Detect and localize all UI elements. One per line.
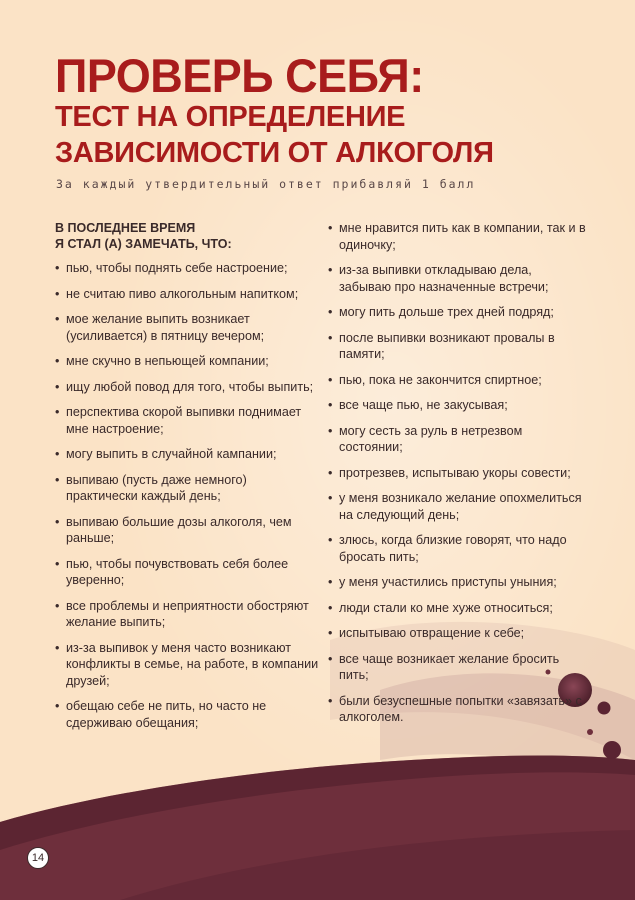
questions-column-right: [328, 220, 586, 735]
question-item: • после выпивки возникают провалы в памяти;: [328, 330, 586, 363]
question-item: • могу сесть за руль в нетрезвом состоянии;: [328, 423, 586, 456]
question-item: • из-за выпивки откладываю дела, забываю про назначенные встречи;: [328, 262, 586, 295]
question-list-right: [328, 220, 586, 726]
question-item: • протрезвев, испытываю укоры совести;: [328, 465, 586, 482]
question-item: • пью, пока не закончится спиртное;: [328, 372, 586, 389]
intro-line2: Я СТАЛ (А) ЗАМЕЧАТЬ, ЧТО:: [55, 237, 232, 251]
question-item: • не считаю пиво алкогольным напитком;: [55, 286, 320, 303]
question-item: • испытываю отвращение к себе;: [328, 625, 586, 642]
question-item: • обещаю себе не пить, но часто не сдерживаю обещания;: [55, 698, 320, 731]
question-item: • мне нравится пить как в компании, так и в одиночку;: [328, 220, 586, 253]
page-number: 14: [27, 847, 49, 869]
question-item: • выпиваю (пусть даже немного) практически каждый день;: [55, 472, 320, 505]
stain-drop: [587, 729, 593, 735]
question-item: • ищу любой повод для того, чтобы выпить;: [55, 379, 320, 396]
question-item: • все чаще пью, не закусывая;: [328, 397, 586, 414]
intro-heading: [55, 220, 320, 252]
question-item: • перспектива скорой выпивки поднимает мне настроение;: [55, 404, 320, 437]
question-item: • все чаще возникает желание бросить пить;: [328, 651, 586, 684]
question-item: • могу пить дольше трех дней подряд;: [328, 304, 586, 321]
question-item: • пью, чтобы поднять себе настроение;: [55, 260, 320, 277]
question-list-left: [55, 260, 320, 731]
page-subtitle-line1: ТЕСТ НА ОПРЕДЕЛЕНИЕ: [55, 101, 406, 133]
question-item: • из-за выпивок у меня часто возникают конфликты в семье, на работе, в компании друзей;: [55, 640, 320, 690]
questions-column-left: [55, 220, 320, 740]
question-item: • все проблемы и неприятности обостряют желание выпить;: [55, 598, 320, 631]
question-item: • мое желание выпить возникает (усиливается) в пятницу вечером;: [55, 311, 320, 344]
question-item: • могу выпить в случайной кампании;: [55, 446, 320, 463]
stain-drop: [603, 741, 621, 759]
question-item: • пью, чтобы почувствовать себя более уверенно;: [55, 556, 320, 589]
intro-line1: В ПОСЛЕДНЕЕ ВРЕМЯ: [55, 221, 196, 235]
stain-drop: [598, 702, 611, 715]
question-item: • у меня возникало желание опохмелиться на следующий день;: [328, 490, 586, 523]
question-item: • у меня участились приступы уныния;: [328, 574, 586, 591]
question-item: • выпиваю большие дозы алкоголя, чем раньше;: [55, 514, 320, 547]
question-item: • злюсь, когда близкие говорят, что надо бросать пить;: [328, 532, 586, 565]
question-item: • люди стали ко мне хуже относиться;: [328, 600, 586, 617]
question-item: • мне скучно в непьющей компании;: [55, 353, 320, 370]
question-item: • были безуспешные попытки «завязать» с алкоголем.: [328, 693, 586, 726]
page-subtitle-line2: ЗАВИСИМОСТИ ОТ АЛКОГОЛЯ: [55, 137, 494, 169]
scoring-instruction: За каждый утвердительный ответ прибавляй 1 балл: [56, 177, 476, 191]
page-title: ПРОВЕРЬ СЕБЯ:: [55, 48, 424, 103]
